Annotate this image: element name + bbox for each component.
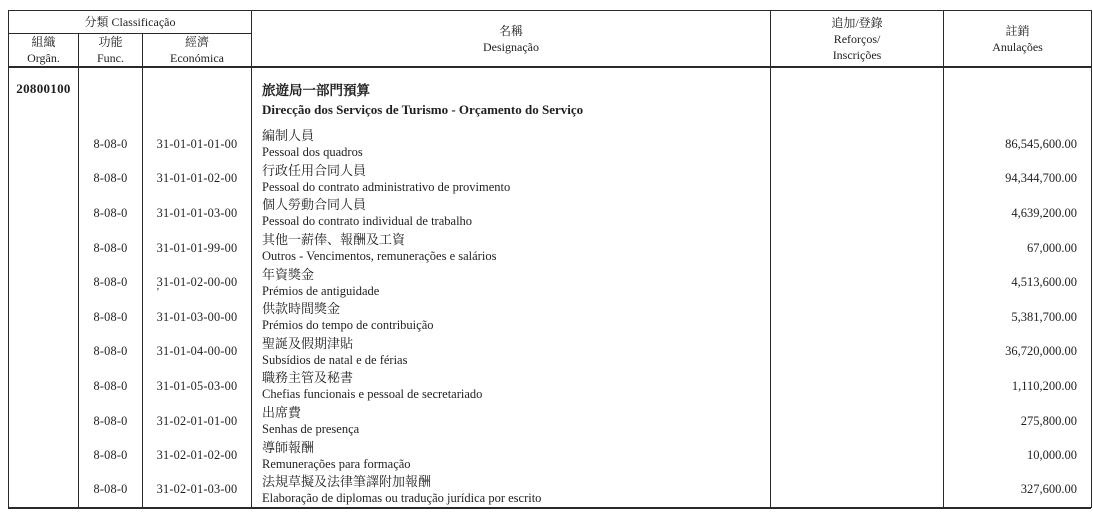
designation-pt: Pessoal dos quadros bbox=[262, 145, 363, 160]
econ-code-cell: 31-01-02-00-00 bbox=[143, 265, 252, 300]
reforcos-value bbox=[771, 127, 944, 162]
func-code-cell: 8-08-0 bbox=[79, 369, 143, 404]
anulacoes-value: 327,600.00 bbox=[944, 473, 1092, 508]
func-code-cell: 8-08-0 bbox=[79, 196, 143, 231]
table-body bbox=[9, 67, 1092, 508]
table-row bbox=[9, 265, 1092, 300]
organ-code-cell bbox=[9, 335, 79, 370]
header-functional bbox=[79, 34, 143, 68]
econ-code-cell: 31-01-03-00-00 bbox=[143, 300, 252, 335]
designation-zh: 職務主管及秘書 bbox=[262, 370, 354, 386]
organ-label-pt: Orgân. bbox=[27, 51, 60, 65]
header-economic bbox=[143, 34, 252, 68]
organ-code-cell bbox=[9, 404, 79, 439]
func-code-cell: 8-08-0 bbox=[79, 265, 143, 300]
anulacoes-value: 10,000.00 bbox=[944, 438, 1092, 473]
table-row bbox=[9, 369, 1092, 404]
designation-pt: Subsídios de natal e de férias bbox=[262, 352, 408, 367]
anulacoes-value: 1,110,200.00 bbox=[944, 369, 1092, 404]
section-title-pt: Direcção dos Serviços de Turismo - Orçamento do Serviço bbox=[262, 102, 584, 117]
reforcos-value bbox=[771, 231, 944, 266]
func-code-cell: 8-08-0 bbox=[79, 231, 143, 266]
anulacoes-value: 67,000.00 bbox=[944, 231, 1092, 266]
table-row bbox=[9, 404, 1092, 439]
organ-code-cell bbox=[9, 438, 79, 473]
reinforcement-label-zh: 追加/登錄 bbox=[831, 15, 883, 30]
designation-cell bbox=[252, 127, 771, 162]
econ-code-cell: 31-02-01-02-00 bbox=[143, 438, 252, 473]
designation-pt: Elaboração de diplomas ou tradução jurídica por escrito bbox=[262, 490, 542, 505]
anulacoes-value: 275,800.00 bbox=[944, 404, 1092, 439]
anulacoes-value bbox=[944, 67, 1092, 127]
reforcos-value bbox=[771, 335, 944, 370]
designation-zh: 其他一薪俸、報酬及工資 bbox=[262, 232, 406, 248]
economic-label-zh: 經濟 bbox=[185, 35, 210, 49]
reforcos-value bbox=[771, 265, 944, 300]
organ-code-cell bbox=[9, 300, 79, 335]
economic-label-pt: Económica bbox=[170, 51, 224, 65]
budget-table bbox=[8, 10, 1092, 508]
designation-zh: 出席費 bbox=[262, 405, 302, 421]
designation-zh: 行政任用合同人員 bbox=[262, 162, 367, 178]
cancellation-label-zh: 註銷 bbox=[1005, 23, 1030, 38]
designation-cell bbox=[252, 265, 771, 300]
section-title-cell bbox=[252, 67, 771, 127]
section-title-row bbox=[9, 67, 1092, 127]
table-row bbox=[9, 231, 1092, 266]
table-header bbox=[9, 11, 1092, 68]
reforcos-value bbox=[771, 369, 944, 404]
func-code-cell: 8-08-0 bbox=[79, 404, 143, 439]
econ-code-cell: 31-01-04-00-00 bbox=[143, 335, 252, 370]
designation-label-pt: Designação bbox=[483, 39, 539, 54]
organ-code-cell bbox=[9, 231, 79, 266]
func-code-cell: 8-08-0 bbox=[79, 300, 143, 335]
header-organ bbox=[9, 34, 79, 68]
designation-pt: Remunerações para formação bbox=[262, 456, 411, 471]
designation-cell bbox=[252, 231, 771, 266]
designation-pt: Outros - Vencimentos, remunerações e salários bbox=[262, 249, 497, 264]
organ-code-cell bbox=[9, 162, 79, 197]
organ-code-cell bbox=[9, 265, 79, 300]
func-code-cell: 8-08-0 bbox=[79, 335, 143, 370]
func-code-cell: 8-08-0 bbox=[79, 438, 143, 473]
header-reinforcements bbox=[771, 11, 944, 68]
cancellation-label-pt: Anulações bbox=[992, 39, 1043, 54]
anulacoes-value: 4,639,200.00 bbox=[944, 196, 1092, 231]
header-cancellations bbox=[944, 11, 1092, 68]
functional-label-pt: Func. bbox=[97, 51, 124, 65]
designation-pt: Pessoal do contrato individual de trabalho bbox=[262, 214, 473, 229]
designation-zh: 年資獎金 bbox=[262, 266, 315, 282]
anulacoes-value: 36,720,000.00 bbox=[944, 335, 1092, 370]
econ-code-cell: 31-02-01-01-00 bbox=[143, 404, 252, 439]
table-row bbox=[9, 162, 1092, 197]
func-code-cell: 8-08-0 bbox=[79, 127, 143, 162]
designation-label-zh: 名稱 bbox=[499, 23, 524, 38]
func-code-cell bbox=[79, 67, 143, 127]
designation-pt: Prémios de antiguidade bbox=[262, 283, 380, 298]
designation-cell bbox=[252, 438, 771, 473]
designation-zh: 個人勞動合同人員 bbox=[262, 197, 367, 213]
organ-label-zh: 組織 bbox=[31, 35, 56, 49]
designation-cell bbox=[252, 162, 771, 197]
designation-cell bbox=[252, 404, 771, 439]
econ-code-cell: 31-01-01-03-00 bbox=[143, 196, 252, 231]
scan-artifact-mark: ’ bbox=[156, 286, 160, 298]
designation-cell bbox=[252, 300, 771, 335]
table-row bbox=[9, 300, 1092, 335]
reforcos-value bbox=[771, 473, 944, 508]
econ-code-cell: 31-02-01-03-00 bbox=[143, 473, 252, 508]
designation-zh: 供款時間獎金 bbox=[262, 301, 341, 317]
header-designation bbox=[252, 11, 771, 68]
designation-cell bbox=[252, 473, 771, 508]
organ-code-cell bbox=[9, 369, 79, 404]
reforcos-value bbox=[771, 67, 944, 127]
reinforcement-label-pt1: Reforços/ bbox=[833, 31, 881, 46]
designation-zh: 法規草擬及法律筆譯附加報酬 bbox=[262, 473, 432, 489]
econ-code-cell: 31-01-01-99-00 bbox=[143, 231, 252, 266]
func-code-cell: 8-08-0 bbox=[79, 162, 143, 197]
designation-pt: Pessoal do contrato administrativo de provimento bbox=[262, 179, 511, 194]
reforcos-value bbox=[771, 196, 944, 231]
section-title-zh: 旅遊局一部門預算 bbox=[262, 83, 371, 98]
reinforcement-label-pt2: Inscrições bbox=[832, 47, 882, 62]
anulacoes-value: 5,381,700.00 bbox=[944, 300, 1092, 335]
reforcos-value bbox=[771, 404, 944, 439]
table-row bbox=[9, 438, 1092, 473]
header-classification-group bbox=[9, 11, 252, 34]
econ-code-cell: 31-01-01-01-00 bbox=[143, 127, 252, 162]
designation-pt: Prémios do tempo de contribuição bbox=[262, 318, 434, 333]
reforcos-value bbox=[771, 300, 944, 335]
anulacoes-value: 86,545,600.00 bbox=[944, 127, 1092, 162]
classification-label: 分類 Classificação bbox=[84, 15, 176, 29]
designation-cell bbox=[252, 369, 771, 404]
organ-code: 20800100 bbox=[9, 67, 79, 127]
organ-code-cell bbox=[9, 196, 79, 231]
organ-code-cell bbox=[9, 473, 79, 508]
designation-pt: Senhas de presença bbox=[262, 422, 360, 437]
bottom-double-rule bbox=[8, 507, 1091, 509]
func-code-cell: 8-08-0 bbox=[79, 473, 143, 508]
econ-code-cell: 31-01-01-02-00 bbox=[143, 162, 252, 197]
econ-code-cell: 31-01-05-03-00 bbox=[143, 369, 252, 404]
designation-zh: 導師報酬 bbox=[262, 439, 315, 455]
organ-code-cell bbox=[9, 127, 79, 162]
designation-pt: Chefias funcionais e pessoal de secretariado bbox=[262, 387, 483, 402]
designation-zh: 聖誕及假期津貼 bbox=[262, 335, 354, 351]
designation-zh: 編制人員 bbox=[262, 128, 315, 144]
anulacoes-value: 4,513,600.00 bbox=[944, 265, 1092, 300]
designation-cell bbox=[252, 335, 771, 370]
functional-label-zh: 功能 bbox=[98, 35, 123, 49]
table-row bbox=[9, 335, 1092, 370]
table-row bbox=[9, 196, 1092, 231]
table-row bbox=[9, 127, 1092, 162]
table-row bbox=[9, 473, 1092, 508]
designation-cell bbox=[252, 196, 771, 231]
econ-code-cell bbox=[143, 67, 252, 127]
reforcos-value bbox=[771, 162, 944, 197]
anulacoes-value: 94,344,700.00 bbox=[944, 162, 1092, 197]
reforcos-value bbox=[771, 438, 944, 473]
